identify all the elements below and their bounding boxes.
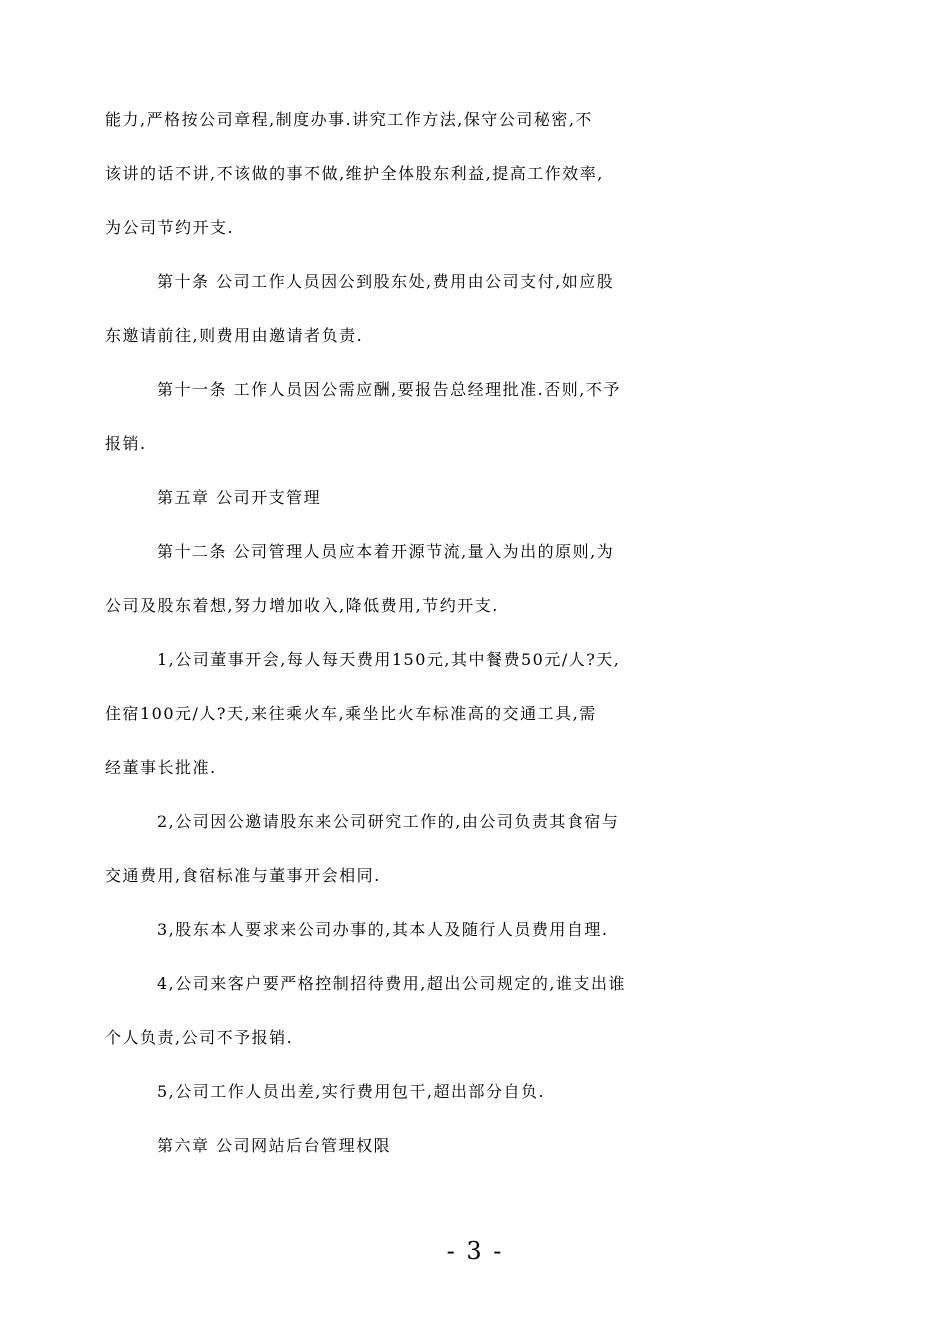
article-10-line-2: 东邀请前往,则费用由邀请者负责.: [105, 326, 364, 345]
chapter-6-heading: 第六章 公司网站后台管理权限: [157, 1136, 392, 1155]
item-2-line-2: 交通费用,食宿标准与董事开会相同.: [105, 866, 381, 885]
text-line-2: 该讲的话不讲,不该做的事不做,维护全体股东利益,提高工作效率,: [105, 164, 604, 183]
page-number: - 3 -: [446, 1237, 504, 1265]
article-11-line-2: 报销.: [105, 434, 147, 453]
item-1-line-1: 1,公司董事开会,每人每天费用150元,其中餐费50元/人?天,: [157, 650, 621, 669]
chapter-5-heading: 第五章 公司开支管理: [157, 488, 322, 507]
item-1-line-3: 经董事长批准.: [105, 758, 217, 777]
item-5-line-1: 5,公司工作人员出差,实行费用包干,超出部分自负.: [157, 1082, 546, 1101]
article-12-line-2: 公司及股东着想,努力增加收入,降低费用,节约开支.: [105, 596, 499, 615]
item-4-line-1: 4,公司来客户要严格控制招待费用,超出公司规定的,谁支出谁: [157, 974, 626, 993]
text-line-1: 能力,严格按公司章程,制度办事.讲究工作方法,保守公司秘密,不: [105, 110, 593, 129]
article-10-line-1: 第十条 公司工作人员因公到股东处,费用由公司支付,如应股: [157, 272, 615, 291]
item-2-line-1: 2,公司因公邀请股东来公司研究工作的,由公司负责其食宿与: [157, 812, 620, 831]
item-1-line-2: 住宿100元/人?天,来往乘火车,乘坐比火车标准高的交通工具,需: [105, 704, 597, 723]
item-3-line-1: 3,股东本人要求来公司办事的,其本人及随行人员费用自理.: [157, 920, 609, 939]
article-11-line-1: 第十一条 工作人员因公需应酬,要报告总经理批准.否则,不予: [157, 380, 621, 399]
item-4-line-2: 个人负责,公司不予报销.: [105, 1028, 294, 1047]
article-12-line-1: 第十二条 公司管理人员应本着开源节流,量入为出的原则,为: [157, 542, 615, 561]
document-body: [105, 107, 847, 1187]
text-line-3: 为公司节约开支.: [105, 218, 235, 237]
